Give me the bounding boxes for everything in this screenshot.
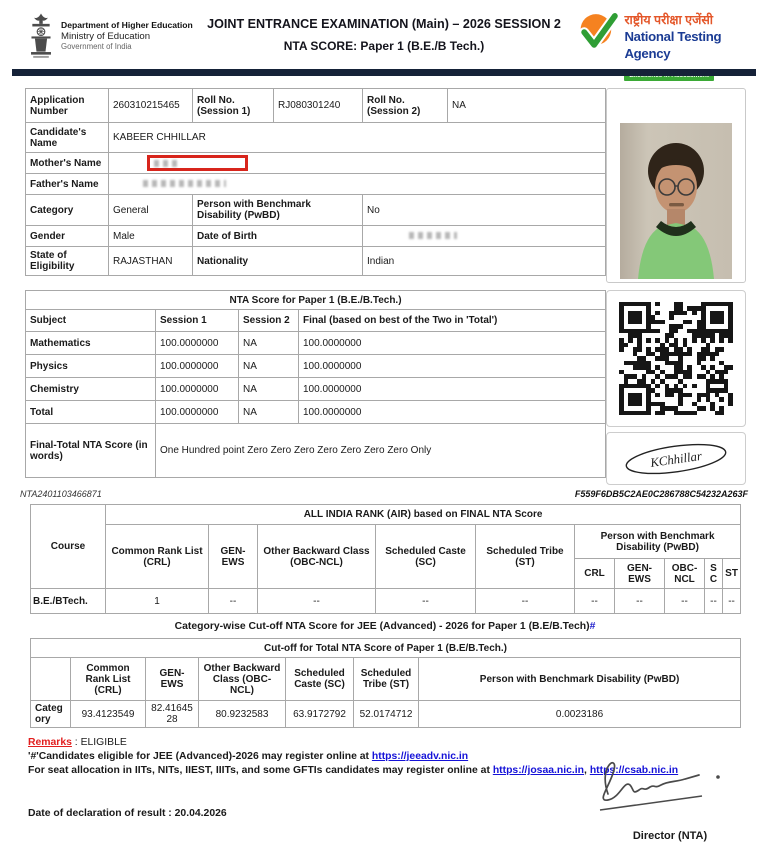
cutoff-header-st: Scheduled Tribe (ST) (354, 658, 419, 701)
table-row (26, 332, 606, 355)
air-course-header: Course (31, 505, 106, 589)
cutoff-crl-value: 93.4123549 (71, 701, 146, 728)
qr-code-box (606, 290, 746, 427)
cutoff-gen-ews-value: 82.4164528 (146, 701, 199, 728)
father-name-value (109, 174, 606, 195)
government-logo (28, 11, 193, 61)
air-gen-ews-rank: -- (209, 589, 258, 614)
cutoff-header-pwbd: Person with Benchmark Disability (PwBD) (419, 658, 741, 701)
cutoff-header-crl: Common Rank List (CRL) (71, 658, 146, 701)
document-code-left: NTA2401103466871 (20, 489, 102, 499)
air-crl-rank: 1 (106, 589, 209, 614)
subject-name: Physics (26, 355, 156, 378)
redaction-box (147, 155, 248, 171)
redacted-text (154, 160, 180, 167)
cutoff-blank-header (31, 658, 71, 701)
session2-score: NA (239, 355, 299, 378)
candidate-info-table (25, 88, 606, 276)
cutoff-st-value: 52.0174712 (354, 701, 419, 728)
score-header-session2: Session 2 (239, 310, 299, 332)
state-label: State of Eligibility (26, 247, 109, 276)
dob-value (363, 226, 606, 247)
father-name-label: Father's Name (26, 174, 109, 195)
remarks-line (28, 736, 678, 750)
candidate-signature (617, 438, 735, 480)
subject-name: Mathematics (26, 332, 156, 355)
subject-name: Chemistry (26, 378, 156, 401)
gender-value: Male (109, 226, 193, 247)
cutoff-note-title (30, 621, 740, 632)
cutoff-table (30, 638, 741, 728)
remarks-separator: : (71, 737, 81, 748)
nta-english-name: National Testing Agency (624, 29, 722, 62)
emblem-of-india-icon (28, 11, 54, 61)
pwbd-value: No (363, 195, 606, 226)
session1-score: 100.0000000 (156, 355, 239, 378)
cutoff-header-sc: Scheduled Caste (SC) (286, 658, 354, 701)
air-pwbd-obc-rank: -- (665, 589, 705, 614)
roll-session1-value: RJ080301240 (274, 89, 363, 123)
air-subheader-crl: CRL (575, 559, 615, 589)
session2-score: NA (239, 378, 299, 401)
air-header-sc: Scheduled Caste (SC) (376, 525, 476, 589)
document-code-right: F559F6DB5C2AE0C286788C54232A263F (574, 489, 748, 499)
gov-logo-line2: Ministry of Education (61, 30, 151, 42)
roll-session2-label: Roll No. (Session 2) (363, 89, 448, 123)
candidate-photo (620, 123, 732, 279)
cutoff-note-text: Category-wise Cut-off NTA Score for JEE (Advanced) - 2026 for Paper 1 (B.E/B.Tech) (174, 621, 590, 632)
cutoff-table-title: Cut-off for Total NTA Score of Paper 1 (B.E/B.Tech.) (31, 639, 741, 658)
mother-name-label: Mother's Name (26, 153, 109, 174)
air-pwbd-st-rank: -- (723, 589, 741, 614)
air-pwbd-gen-ews-rank: -- (615, 589, 665, 614)
candidate-name-value: KABEER CHHILLAR (109, 123, 606, 153)
air-subheader-st: ST (723, 559, 741, 589)
category-value: General (109, 195, 193, 226)
table-row (26, 355, 606, 378)
header-divider-bar (12, 69, 756, 76)
final-score: 100.0000000 (299, 378, 606, 401)
air-header-gen-ews: GEN-EWS (209, 525, 258, 589)
state-value: RAJASTHAN (109, 247, 193, 276)
candidate-signature-box (606, 432, 746, 485)
air-header-obc: Other Backward Class (OBC-NCL) (258, 525, 376, 589)
application-number-label: Application Number (26, 89, 109, 123)
cutoff-sc-value: 63.9172792 (286, 701, 354, 728)
air-table (30, 504, 741, 614)
air-header-st: Scheduled Tribe (ST) (476, 525, 575, 589)
redacted-text (143, 180, 226, 187)
score-header-session1: Session 1 (156, 310, 239, 332)
gender-label: Gender (26, 226, 109, 247)
note2-separator: , (584, 765, 590, 776)
table-row (26, 378, 606, 401)
session1-score: 100.0000000 (156, 401, 239, 424)
candidate-photo-box (606, 88, 746, 283)
nta-score-table (25, 290, 606, 478)
category-label: Category (26, 195, 109, 226)
application-number-value: 260310215465 (109, 89, 193, 123)
air-course-value: B.E./BTech. (31, 589, 106, 614)
remarks-label: Remarks (28, 737, 72, 748)
air-subheader-obc: OBC-NCL (665, 559, 705, 589)
document-title (174, 17, 594, 53)
score-words-label: Final-Total NTA Score (in words) (26, 424, 156, 478)
table-row (26, 401, 606, 424)
air-st-rank: -- (476, 589, 575, 614)
final-score: 100.0000000 (299, 332, 606, 355)
dob-label: Date of Birth (193, 226, 363, 247)
score-header-final: Final (based on best of the Two in 'Total') (299, 310, 606, 332)
subject-name: Total (26, 401, 156, 424)
roll-session2-value: NA (448, 89, 606, 123)
cutoff-pwbd-value: 0.0023186 (419, 701, 741, 728)
qr-code (619, 302, 733, 416)
result-declaration-date: Date of declaration of result : 20.04.2026 (28, 808, 227, 819)
session2-score: NA (239, 401, 299, 424)
document-codes (20, 489, 748, 499)
final-score: 100.0000000 (299, 401, 606, 424)
score-table-title: NTA Score for Paper 1 (B.E./B.Tech.) (26, 291, 606, 310)
cutoff-row-label: Category (31, 701, 71, 728)
nationality-value: Indian (363, 247, 606, 276)
nta-hindi-name: राष्ट्रीय परीक्षा एजेंसी (624, 13, 714, 27)
note1-text: '#'Candidates eligible for JEE (Advanced)-2026 may register online at (28, 751, 372, 762)
air-header-pwbd: Person with Benchmark Disability (PwBD) (575, 525, 741, 559)
cutoff-note-hash: # (589, 621, 596, 632)
nta-check-icon (577, 10, 618, 58)
score-words-value: One Hundred point Zero Zero Zero Zero Zero Zero Zero Only (156, 424, 606, 478)
air-sc-rank: -- (376, 589, 476, 614)
cutoff-header-obc: Other Backward Class (OBC-NCL) (199, 658, 286, 701)
redacted-text (409, 232, 457, 239)
final-score: 100.0000000 (299, 355, 606, 378)
csab-link[interactable]: https://csab.nic.in (589, 765, 679, 776)
candidate-name-label: Candidate's Name (26, 123, 109, 153)
exam-title: JOINT ENTRANCE EXAMINATION (Main) – 2026 SESSION 2 (207, 17, 561, 31)
nationality-label: Nationality (193, 247, 363, 276)
director-signature (578, 750, 738, 822)
gov-logo-line3: Government of India (61, 42, 132, 52)
session1-score: 100.0000000 (156, 332, 239, 355)
air-pwbd-sc-rank: -- (705, 589, 723, 614)
air-subheader-gen-ews: GEN-EWS (615, 559, 665, 589)
jeeadv-link[interactable]: https://jeeadv.nic.in (371, 751, 469, 762)
air-obc-rank: -- (258, 589, 376, 614)
table-row (31, 589, 741, 614)
josaa-link[interactable]: https://josaa.nic.in (492, 765, 585, 776)
cutoff-obc-value: 80.9232583 (199, 701, 286, 728)
air-subheader-sc: SC (705, 559, 723, 589)
air-header-crl: Common Rank List (CRL) (106, 525, 209, 589)
mother-name-value (109, 153, 606, 174)
session2-score: NA (239, 332, 299, 355)
note2-text: For seat allocation in IITs, NITs, IIEST, IIITs, and some GFTIs candidates may register online at (28, 765, 493, 776)
air-table-title: ALL INDIA RANK (AIR) based on FINAL NTA Score (106, 505, 741, 525)
gov-logo-line1: Department of Higher Education (61, 19, 193, 30)
pwbd-label: Person with Benchmark Disability (PwBD) (193, 195, 363, 226)
remarks-value: ELIGIBLE (80, 737, 127, 748)
roll-session1-label: Roll No. (Session 1) (193, 89, 274, 123)
score-header-subject: Subject (26, 310, 156, 332)
cutoff-header-gen-ews: GEN-EWS (146, 658, 199, 701)
director-label: Director (NTA) (632, 830, 708, 842)
score-subtitle: NTA SCORE: Paper 1 (B.E./B Tech.) (283, 39, 485, 53)
air-pwbd-crl-rank: -- (575, 589, 615, 614)
session1-score: 100.0000000 (156, 378, 239, 401)
table-row (31, 701, 741, 728)
signature-text: KChhillar (649, 448, 703, 470)
